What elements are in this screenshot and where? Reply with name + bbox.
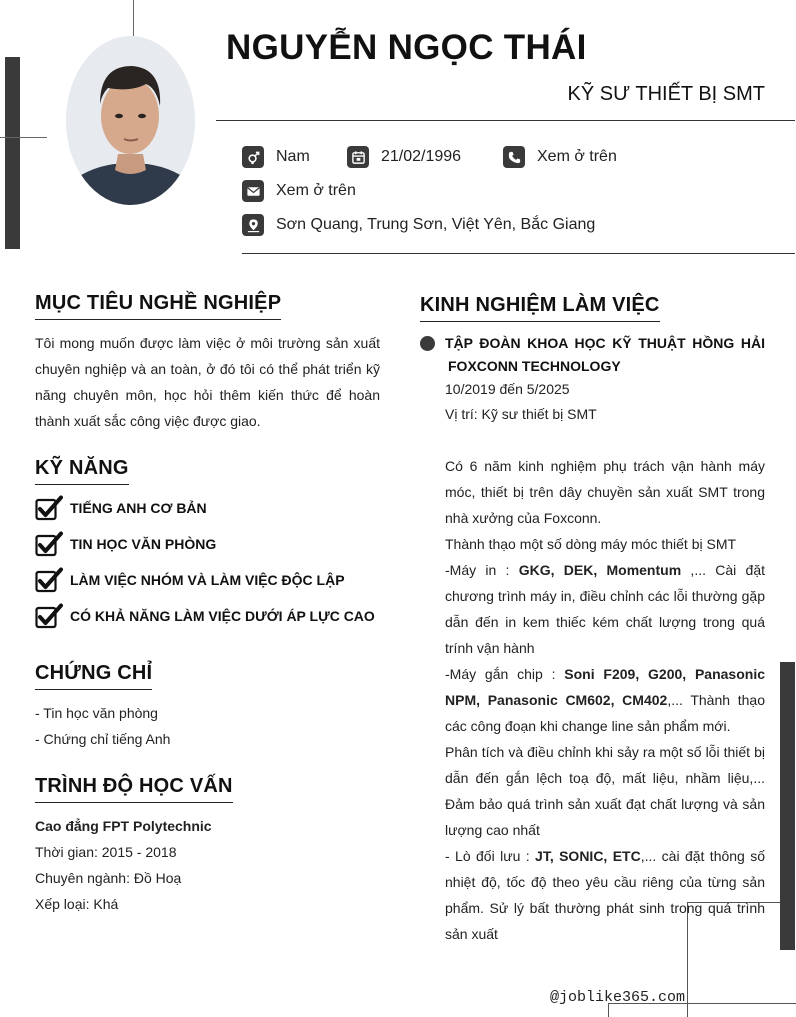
experience-period: 10/2019 đến 5/2025: [445, 381, 570, 397]
checkbox-checked-icon: [35, 567, 63, 593]
chip-prefix: -Máy gắn chip :: [445, 666, 565, 682]
skill-label: TIẾNG ANH CƠ BẢN: [70, 500, 207, 516]
contact-phone: [503, 146, 617, 168]
checkbox-checked-icon: [35, 495, 63, 521]
experience-title: KINH NGHIỆM LÀM VIỆC: [420, 294, 660, 322]
contact-email: [242, 180, 356, 202]
objective-text: Tôi mong muốn được làm việc ở môi trường sản xuất chuyên nghiệp và an toàn, ở đó tôi có thể phát triển kỹ năng chuyên môn, học hỏi thêm kiến thức để hoàn thành xuất sắc công việc được giao.: [35, 335, 380, 429]
skill-label: TIN HỌC VĂN PHÒNG: [70, 536, 217, 552]
left-divider-line: [0, 137, 47, 138]
phone-value: Xem ở trên: [537, 148, 617, 165]
chip-detail: ,... Thành thạo các công đoạn khi change line sản phẩm mới.: [445, 692, 766, 734]
profile-photo: [66, 36, 195, 205]
skill-label: CÓ KHẢ NĂNG LÀM VIỆC DƯỚI ÁP LỰC CAO: [70, 608, 375, 624]
experience-summary: Có 6 năm kinh nghiệm phụ trách vận hành máy móc, thiết bị trên dây chuyền sản xuất SMT trong nhà xưởng của Foxconn.: [445, 458, 765, 526]
printer-models: GKG, DEK, Momentum: [518, 562, 682, 578]
location-pin-icon: [242, 214, 264, 236]
portrait-illustration: [66, 36, 195, 205]
experience-analysis: Phân tích và điều chỉnh khi sảy ra một số lỗi thiết bị dẫn đến gắn lệch toạ độ, mất liệu, nhầm liệu,... Đảm bảo quá trình sản xuất đạt chất lượng và sản lượng cao nhất: [445, 744, 765, 838]
experience-bullet: [420, 336, 435, 351]
education-rank: Xếp loại: Khá: [35, 896, 119, 912]
contact-address: [242, 214, 595, 236]
skill-item: [35, 531, 216, 557]
skill-item: [35, 495, 207, 521]
reflow-detail: ,... cài đặt thông số nhiệt độ, tốc độ theo yêu cầu riêng của từng sản phẩm. Sử lý bất thường phát sinh trong quá trình sản xuất: [445, 848, 766, 942]
top-divider-line: [133, 0, 134, 36]
phone-icon: [503, 146, 525, 168]
gender-icon: [242, 146, 264, 168]
checkbox-checked-icon: [35, 531, 63, 557]
contact-divider: [242, 253, 795, 254]
calendar-icon: [347, 146, 369, 168]
education-time: Thời gian: 2015 - 2018: [35, 844, 177, 860]
certificates-title: CHỨNG CHỈ: [35, 662, 152, 690]
reflow-models: JT, SONIC, ETC: [535, 848, 641, 864]
gender-value: Nam: [276, 148, 310, 165]
experience-chip-mounter: [445, 661, 765, 739]
skill-item: [35, 603, 375, 629]
dob-value: 21/02/1996: [381, 148, 462, 165]
skill-item: [35, 567, 345, 593]
candidate-name: NGUYỄN NGỌC THÁI: [226, 28, 587, 67]
objective-title: MỤC TIÊU NGHỀ NGHIỆP: [35, 292, 281, 320]
certificate-item: - Chứng chỉ tiếng Anh: [35, 731, 171, 747]
reflow-prefix: - Lò đối lưu :: [445, 848, 536, 864]
education-major: Chuyên ngành: Đồ Hoạ: [35, 870, 182, 886]
company-name: [445, 332, 765, 378]
experience-printer: [445, 557, 765, 661]
company-line-1: TẬP ĐOÀN KHOA HỌC KỸ THUẬT HỒNG HẢI: [445, 335, 765, 351]
certificate-item: - Tin học văn phòng: [35, 705, 158, 721]
right-accent-bar: [780, 662, 795, 950]
printer-prefix: -Máy in :: [445, 562, 519, 578]
checkbox-checked-icon: [35, 603, 63, 629]
envelope-icon: [242, 180, 264, 202]
education-school: Cao đẳng FPT Polytechnic: [35, 818, 212, 834]
experience-position: Vị trí: Kỹ sư thiết bị SMT: [445, 406, 597, 422]
company-line-2: FOXCONN TECHNOLOGY: [448, 358, 621, 374]
email-value: Xem ở trên: [276, 182, 356, 199]
header-divider: [216, 120, 795, 121]
chip-models: Soni F209, G200, Panasonic NPM, Panasonic CM602, CM402: [445, 666, 765, 708]
address-value: Sơn Quang, Trung Sơn, Việt Yên, Bắc Giang: [276, 216, 596, 233]
experience-proficient: Thành thạo một số dòng máy móc thiết bị SMT: [445, 536, 737, 552]
printer-detail: ,... Cài đặt chương trình máy in, điều chỉnh các lỗi thường gặp dẫn đến in kem thiếc kém chất lượng trong quá trính vận hành: [445, 562, 765, 656]
footer-watermark: @joblike365.com: [550, 989, 686, 1006]
left-accent-bar: [5, 57, 20, 249]
contact-dob: [347, 146, 461, 168]
education-title: TRÌNH ĐỘ HỌC VẤN: [35, 775, 233, 803]
experience-reflow: [445, 843, 765, 947]
skill-label: LÀM VIỆC NHÓM VÀ LÀM VIỆC ĐỘC LẬP: [70, 572, 345, 588]
skills-title: KỸ NĂNG: [35, 457, 129, 485]
contact-gender: [242, 146, 310, 168]
job-title: KỸ SƯ THIẾT BỊ SMT: [567, 83, 765, 105]
